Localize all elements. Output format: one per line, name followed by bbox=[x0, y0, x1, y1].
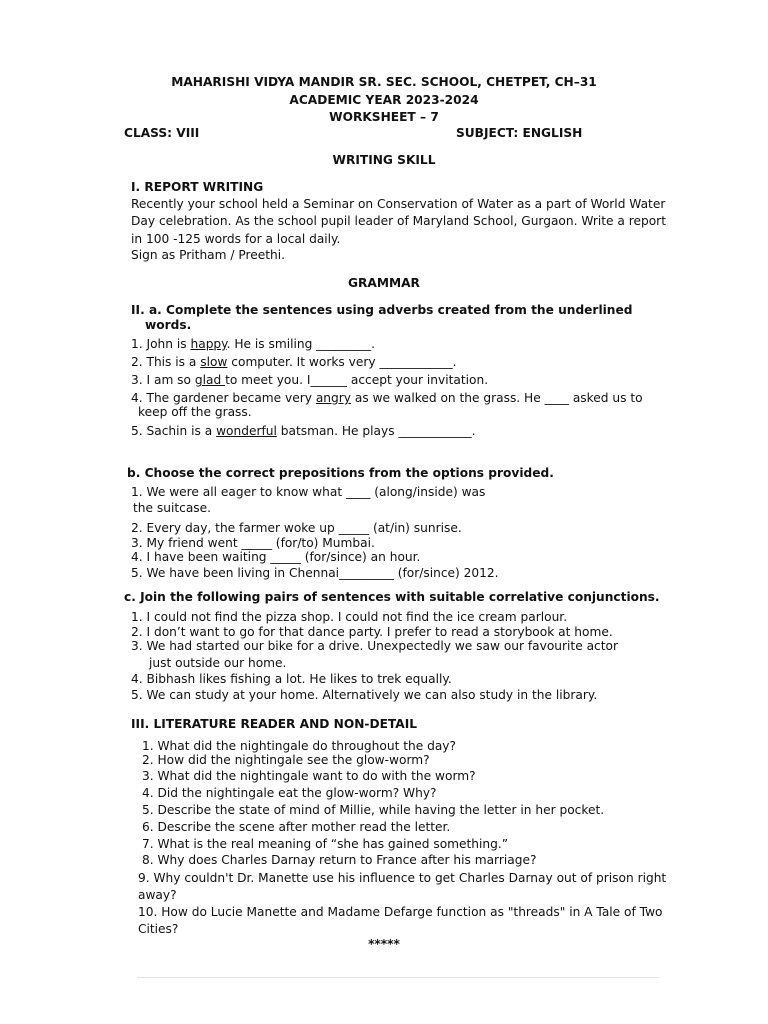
adverb-item: 3. I am so glad to meet you. I______ accept your invitation. bbox=[131, 373, 489, 387]
page-divider bbox=[137, 977, 659, 978]
adverb-item: 4. The gardener became very angry as we walked on the grass. He ____ asked us to bbox=[131, 391, 643, 405]
preposition-item: 2. Every day, the farmer woke up _____ (at/in) sunrise. bbox=[131, 521, 462, 535]
adverb-item-cont: keep off the grass. bbox=[138, 405, 252, 419]
underlined-word: angry bbox=[315, 391, 351, 405]
section-c-heading: c. Join the following pairs of sentences with suitable correlative conjunctions. bbox=[124, 590, 660, 604]
literature-question: 1. What did the nightingale do throughout the day? bbox=[142, 739, 456, 753]
conjunction-item: 2. I don’t want to go for that dance party. I prefer to read a storybook at home. bbox=[131, 625, 613, 639]
literature-question-cont: away? bbox=[138, 888, 177, 902]
conjunction-item: 4. Bibhash likes fishing a lot. He likes to trek equally. bbox=[131, 672, 452, 686]
section-a-heading: II. a. Complete the sentences using adverbs created from the underlined bbox=[131, 303, 633, 317]
worksheet-number: WORKSHEET – 7 bbox=[329, 110, 439, 124]
preposition-item: 3. My friend went _____ (for/to) Mumbai. bbox=[131, 536, 375, 550]
underlined-word: wonderful bbox=[216, 424, 277, 438]
section-a-heading-cont: words. bbox=[145, 318, 192, 332]
section-b-heading: b. Choose the correct prepositions from the options provided. bbox=[127, 466, 554, 480]
adverb-item: 1. John is happy. He is smiling _________. bbox=[131, 337, 375, 351]
literature-question: 6. Describe the scene after mother read the letter. bbox=[142, 820, 451, 834]
subject-label: SUBJECT: ENGLISH bbox=[456, 126, 583, 140]
adverb-item: 5. Sachin is a wonderful batsman. He plays ____________. bbox=[131, 424, 476, 438]
preposition-item-cont: the suitcase. bbox=[133, 501, 212, 515]
report-line: in 100 -125 words for a local daily. bbox=[131, 232, 341, 246]
literature-question: 7. What is the real meaning of “she has gained something.” bbox=[142, 837, 509, 851]
literature-question: 4. Did the nightingale eat the glow-worm? Why? bbox=[142, 786, 437, 800]
section-title: WRITING SKILL bbox=[332, 153, 436, 167]
conjunction-item: 1. I could not find the pizza shop. I could not find the ice cream parlour. bbox=[131, 610, 568, 624]
literature-question: 9. Why couldn't Dr. Manette use his influence to get Charles Darnay out of prison right bbox=[138, 871, 667, 885]
class-label: CLASS: VIII bbox=[124, 126, 200, 140]
grammar-title: GRAMMAR bbox=[348, 276, 420, 290]
underlined-word: slow bbox=[200, 355, 228, 369]
literature-question-cont: Cities? bbox=[138, 922, 179, 936]
preposition-item: 1. We were all eager to know what ____ (along/inside) was bbox=[131, 485, 486, 499]
literature-question: 2. How did the nightingale see the glow-worm? bbox=[142, 753, 430, 767]
report-line: Recently your school held a Seminar on Conservation of Water as a part of World Water bbox=[131, 197, 666, 211]
preposition-item: 4. I have been waiting _____ (for/since) an hour. bbox=[131, 550, 421, 564]
literature-question: 3. What did the nightingale want to do with the worm? bbox=[142, 769, 476, 783]
conjunction-item: 5. We can study at your home. Alternatively we can also study in the library. bbox=[131, 688, 598, 702]
underlined-word: glad bbox=[194, 373, 226, 387]
literature-question: 5. Describe the state of mind of Millie, while having the letter in her pocket. bbox=[142, 803, 605, 817]
school-name: MAHARISHI VIDYA MANDIR SR. SEC. SCHOOL, CHETPET, CH–31 bbox=[171, 75, 597, 89]
academic-year: ACADEMIC YEAR 2023-2024 bbox=[289, 93, 479, 107]
conjunction-item-cont: just outside our home. bbox=[149, 656, 287, 670]
preposition-item: 5. We have been living in Chennai_________ (for/since) 2012. bbox=[131, 566, 499, 580]
adverb-item: 2. This is a slow computer. It works very ____________. bbox=[131, 355, 457, 369]
conjunction-item: 3. We had started our bike for a drive. Unexpectedly we saw our favourite actor bbox=[131, 639, 618, 653]
literature-question: 8. Why does Charles Darnay return to France after his marriage? bbox=[142, 853, 537, 867]
end-mark: ***** bbox=[368, 937, 400, 951]
report-line: Day celebration. As the school pupil leader of Maryland School, Gurgaon. Write a report bbox=[131, 214, 666, 228]
literature-heading: III. LITERATURE READER AND NON-DETAIL bbox=[131, 717, 418, 731]
report-signoff: Sign as Pritham / Preethi. bbox=[131, 248, 286, 262]
underlined-word: happy bbox=[190, 337, 227, 351]
report-heading: I. REPORT WRITING bbox=[131, 180, 264, 194]
literature-question: 10. How do Lucie Manette and Madame Defarge function as "threads" in A Tale of Two bbox=[138, 905, 663, 919]
